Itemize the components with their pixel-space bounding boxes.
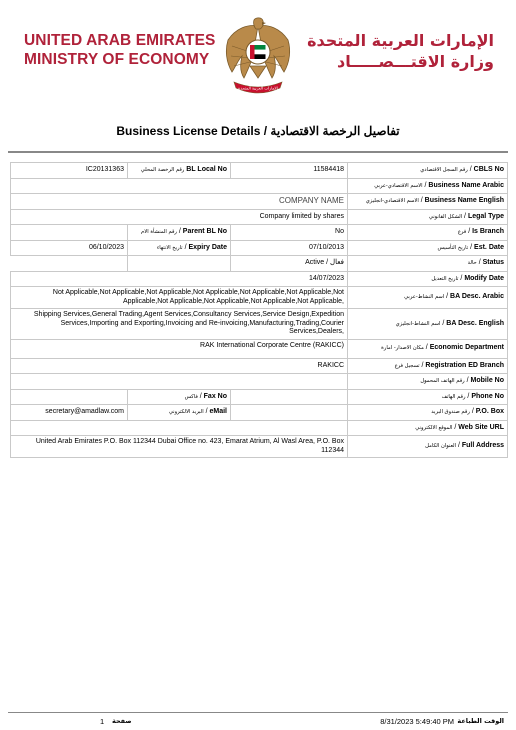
status-label: حالة / Status — [348, 256, 508, 272]
table-row — [11, 436, 508, 458]
status-value: Active / فعال — [231, 256, 348, 272]
mobile-no-label: رقم الهاتف المحمول / Mobile No — [348, 374, 508, 390]
registration-ed-branch-label: تسجيل فرع / Registration ED Branch — [348, 358, 508, 374]
ministry-name-ar: وزارة الاقتـــصـــــاد — [336, 52, 494, 71]
phone-no-label: رقم الهاتف / Phone No — [348, 389, 508, 405]
cbls-no-label: رقم السجل الاقتصادي / CBLS No — [348, 163, 508, 179]
po-box-label: رقم صندوق البريد / P.O. Box — [348, 405, 508, 421]
modify-date-value: 14/07/2023 — [11, 271, 348, 287]
fax-no-label: فاكس / Fax No — [128, 389, 231, 405]
ba-desc-arabic-label: اسم النشاط-عربي / BA Desc. Arabic — [348, 287, 508, 309]
country-name-ar: الإمارات العربية المتحدة — [307, 31, 494, 50]
table-row — [11, 405, 508, 421]
business-name-english-value: COMPANY NAME — [11, 194, 348, 210]
full-address-value: United Arab Emirates P.O. Box 112344 Dubai Office no. 423, Emarat Atrium, Al Wasl Area, P.O. Box 112344 — [11, 436, 348, 458]
table-row — [11, 339, 508, 358]
document-title: Business License Details / تفاصيل الرخصة الاقتصادية — [116, 124, 400, 138]
full-address-label: العنوان الكامل / Full Address — [348, 436, 508, 458]
business-name-arabic-value — [11, 178, 348, 194]
ministry-name-en: MINISTRY OF ECONOMY — [24, 51, 210, 68]
ministry-name-arabic — [307, 30, 494, 72]
table-row — [11, 358, 508, 374]
table-row — [11, 225, 508, 241]
expiry-date-value: 06/10/2023 — [11, 240, 128, 256]
table-row — [11, 163, 508, 179]
page-number: 1 — [100, 717, 105, 726]
legal-type-value: Company limited by shares — [11, 209, 348, 225]
mobile-no-value — [11, 374, 348, 390]
table-row — [11, 309, 508, 340]
page-footer — [0, 717, 516, 729]
website-url-label: الموقع الالكتروني / Web Site URL — [348, 420, 508, 436]
emblem-caption: الإمارات العربية المتحدة — [238, 85, 278, 91]
registration-ed-branch-value: RAKICC — [11, 358, 348, 374]
bl-local-no-label: رقم الرخصة المحلي BL Local No — [128, 163, 231, 179]
table-row — [11, 194, 508, 210]
table-row — [11, 209, 508, 225]
email-value: secretary@amadlaw.com — [11, 405, 128, 421]
license-details-table — [10, 162, 508, 458]
economic-department-label: مكان الاصدار- امارة / Economic Department — [348, 339, 508, 358]
ministry-name-english — [24, 31, 215, 69]
phone-no-value — [231, 389, 348, 405]
table-row — [11, 389, 508, 405]
is-branch-value: No — [231, 225, 348, 241]
page-header — [0, 0, 516, 110]
falcon-emblem-icon — [222, 16, 294, 96]
est-date-label: تاريخ التأسيس / Est. Date — [348, 240, 508, 256]
modify-date-label: تاريخ التعديل / Modify Date — [348, 271, 508, 287]
divider — [8, 151, 508, 153]
parent-bl-no-label: رقم المنشأة الام / Parent BL No — [128, 225, 231, 241]
po-box-value — [231, 405, 348, 421]
footer-divider — [8, 712, 508, 713]
parent-bl-no-value — [11, 225, 128, 241]
ba-desc-english-label: اسم النشاط-انجليزي / BA Desc. English — [348, 309, 508, 340]
country-name-en: UNITED ARAB EMIRATES — [24, 32, 216, 49]
business-name-arabic-label: الاسم الاقتصادي-عربي / Business Name Arabic — [348, 178, 508, 194]
business-name-english-label: الاسم الاقتصادي-انجليزي / Business Name English — [348, 194, 508, 210]
table-row — [11, 420, 508, 436]
page-label: صفحة — [112, 717, 132, 725]
email-label: البريد الالكتروني / eMail — [128, 405, 231, 421]
website-url-value — [11, 420, 348, 436]
legal-type-label: الشكل القانوني / Legal Type — [348, 209, 508, 225]
ba-desc-english-value: Shipping Services,General Trading,Agent Services,Consultancy Services,Service Design,Expedition Services,Importing and Exporting,Invoicing and Re-invoicing,Manufacturing,Trading,Courier Services,Dealers, — [11, 309, 348, 340]
cbls-no-value: 11584418 — [231, 163, 348, 179]
table-row — [11, 287, 508, 309]
print-time-label: الوقت الطباعة — [457, 717, 504, 725]
expiry-date-label: تاريخ الانتهاء / Expiry Date — [128, 240, 231, 256]
table-row — [11, 256, 508, 272]
table-row — [11, 374, 508, 390]
economic-department-value: RAK International Corporate Centre (RAKICC) — [11, 339, 348, 358]
is-branch-label: فرع / Is Branch — [348, 225, 508, 241]
empty-cell — [128, 256, 231, 272]
table-row — [11, 240, 508, 256]
bl-local-no-value: IC20131363 — [11, 163, 128, 179]
fax-no-value — [11, 389, 128, 405]
est-date-value: 07/10/2013 — [231, 240, 348, 256]
empty-cell — [11, 256, 128, 272]
table-row — [11, 271, 508, 287]
ba-desc-arabic-value: Not Applicable,Not Applicable,Not Applicable,Not Applicable,Not Applicable,Not Applicable,Not Applicable,Not Applicable,Not Applicable,Not Applicable,Not Applicable, — [11, 287, 348, 309]
print-time: 8/31/2023 5:49:40 PM — [380, 717, 454, 726]
table-row — [11, 178, 508, 194]
